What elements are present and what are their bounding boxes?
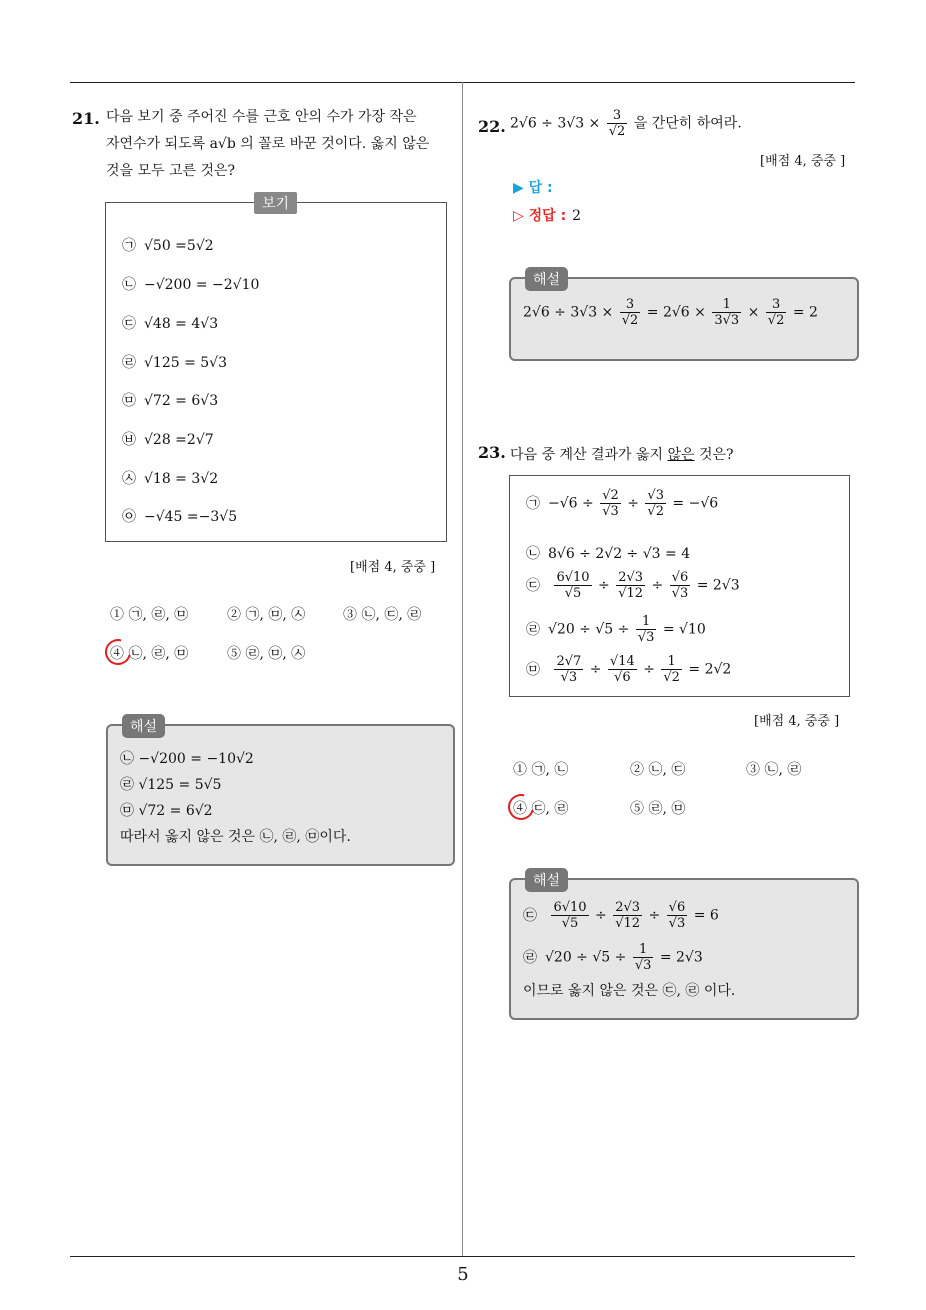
solution-line: ㉣ √20 ÷ √5 ÷ $\frac{1}{√3}$ = 2√3 [523,942,703,973]
bogi-item: ㉦ √18 = 3√2 [122,471,219,487]
question-number: 21. [72,109,100,128]
solution-line: ㉣ √125 = 5√5 [120,777,222,793]
question-text: 다음 보기 중 주어진 수를 근호 안의 수가 가장 작은 자연수가 되도록 a√b 의 꼴로 바꾼 것이다. 옳지 않은 것을 모두 고른 것은? [106,109,430,179]
question-text: 2√6 ÷ 3√3 × $\frac{3}{√2}$ 을 간단히 하여라. [510,108,742,139]
solution-line: ㉢ $\frac{6√10}{√5}$ ÷ $\frac{2√3}{√12}$ ÷ $\frac{√6}{√3}$ = 6 [523,900,719,931]
solution-line: 2√6 ÷ 3√3 × $\frac{3}{√2}$ = 2√6 × $\frac{1}{3√3}$ × $\frac{3}{√2}$ = 2 [523,297,818,328]
solution-line: 이므로 옳지 않은 것은 ㉢, ㉣ 이다. [523,983,736,999]
grade-label: [배점 4, 중중 ] [760,154,846,169]
solution-tag: 해설 [122,714,165,738]
option-item: ㉣ √20 ÷ √5 ÷ $\frac{1}{√3}$ = √10 [526,614,706,645]
fraction: $\frac{3}{√2}$ [608,108,626,139]
choice-1[interactable]: ① ㉠, ㉡ [513,762,569,778]
option-item: ㉤ $\frac{2√7}{√3}$ ÷ $\frac{√14}{√6}$ ÷ $\frac{1}{√2}$ = 2√2 [526,654,732,685]
bogi-item: ㉥ √28 =2√7 [122,432,214,448]
choice-5[interactable]: ⑤ ㉣, ㉤, ㉦ [227,646,306,662]
choice-4[interactable]: ④ ㉡, ㉣, ㉤ [110,646,189,662]
grade-label: [배점 4, 중중 ] [350,560,436,575]
bogi-box [105,196,447,542]
items-box [509,475,850,697]
solution-tag: 해설 [525,267,568,291]
bogi-item: ㉧ −√45 =−3√5 [122,509,238,525]
bogi-item: ㉠ √50 =5√2 [122,238,214,254]
bottom-rule [70,1256,855,1257]
solution-line: ㉤ √72 = 6√2 [120,803,213,819]
choice-1[interactable]: ① ㉠, ㉣, ㉤ [110,607,189,623]
choice-5[interactable]: ⑤ ㉣, ㉤ [630,801,686,817]
choice-3[interactable]: ③ ㉡, ㉣ [746,762,802,778]
solution-line: ㉡ −√200 = −10√2 [120,751,254,767]
answer-label: ▶ 답 : [513,180,553,196]
bogi-item: ㉤ √72 = 6√3 [122,393,219,409]
choice-2[interactable]: ② ㉡, ㉢ [630,762,686,778]
grade-label: [배점 4, 중중 ] [754,714,840,729]
page-number: 5 [457,1264,469,1285]
choice-2[interactable]: ② ㉠, ㉤, ㉦ [227,607,306,623]
option-item: ㉢ $\frac{6√10}{√5}$ ÷ $\frac{2√3}{√12}$ ÷ $\frac{√6}{√3}$ = 2√3 [526,570,740,601]
column-divider [462,82,463,1257]
option-item: ㉡ 8√6 ÷ 2√2 ÷ √3 = 4 [526,546,691,562]
choice-3[interactable]: ③ ㉡, ㉢, ㉣ [343,607,422,623]
question-number: 23. [478,443,506,462]
bogi-item: ㉢ √48 = 4√3 [122,316,219,332]
answer-input[interactable] [580,177,700,195]
solution-line: 따라서 옳지 않은 것은 ㉡, ㉣, ㉤이다. [120,829,351,845]
choice-4[interactable]: ④ ㉢, ㉣ [513,801,569,817]
question-number: 22. [478,117,506,136]
bogi-title: 보기 [254,192,297,214]
option-item: ㉠ −√6 ÷ $\frac{√2}{√3}$ ÷ $\frac{√3}{√2}$ = −√6 [526,488,719,519]
correct-answer: ▷ 정답 : 2 [513,208,582,224]
solution-box [509,272,859,361]
question-text: 다음 중 계산 결과가 옳지 않은 것은? [510,447,734,463]
bogi-item: ㉣ √125 = 5√3 [122,355,228,371]
bogi-item: ㉡ −√200 = −2√10 [122,277,260,293]
solution-box [106,719,455,866]
solution-box [509,873,859,1020]
solution-tag: 해설 [525,868,568,892]
